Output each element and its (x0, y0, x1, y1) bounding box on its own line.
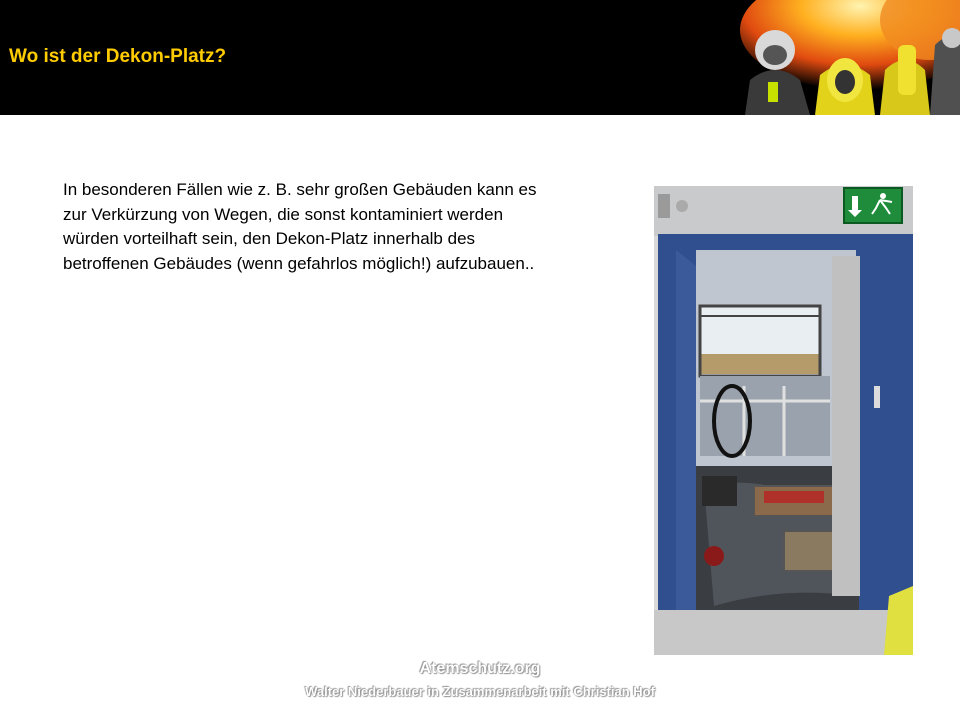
decontamination-room-photo (654, 186, 913, 655)
slide-body-text: In besonderen Fällen wie z. B. sehr großen Gebäuden kann es zur Verkürzung von Wegen, die sonst kontaminiert werden würden vorteilhaft sein, den Dekon-Platz innerhalb des betroffenen Gebäudes (wenn gefahrlos möglich!) aufzubauen.. (63, 180, 537, 273)
exit-sign-icon (844, 188, 902, 223)
slide-title: Wo ist der Dekon-Platz? (9, 46, 227, 67)
firefighters-banner-image (730, 0, 960, 115)
footer-credits: Walter Niederbauer in Zusammenarbeit mit Christian Hof (305, 684, 655, 699)
footer-site-name: Atemschutz.org (419, 660, 541, 677)
header-banner (0, 0, 960, 115)
